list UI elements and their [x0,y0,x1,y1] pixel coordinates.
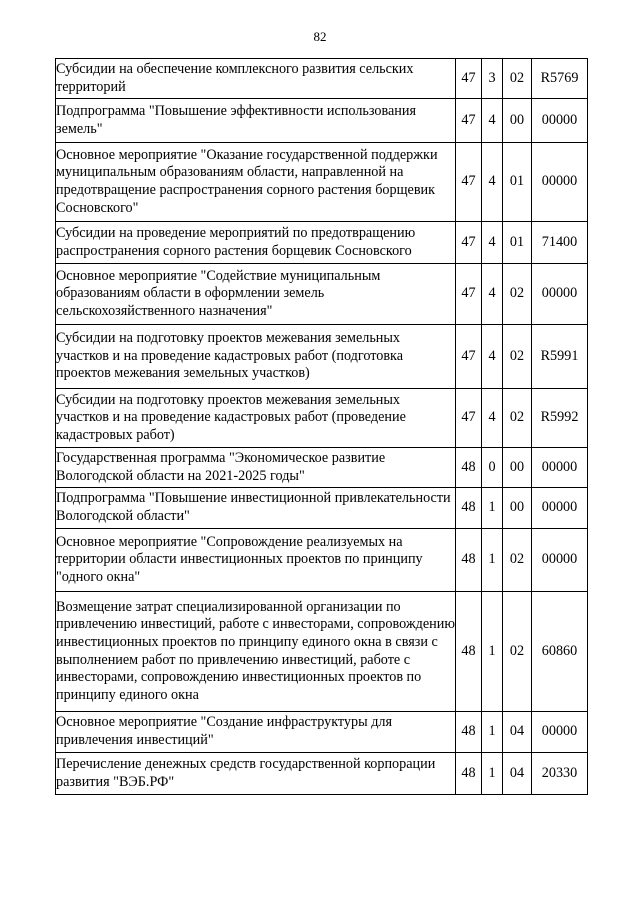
activity-code: 04 [503,753,532,795]
subprogram-code: 4 [482,264,503,325]
row-description: Основное мероприятие "Создание инфраструктуры для привлечения инвестиций" [56,712,456,753]
row-description: Субсидии на подготовку проектов межевания земельных участков и на проведение кадастровых работ (подготовка проектов межевания земельных участков) [56,325,456,389]
activity-code: 02 [503,529,532,592]
subprogram-code: 4 [482,99,503,143]
table-row [56,592,588,712]
activity-code: 04 [503,712,532,753]
subprogram-code: 1 [482,712,503,753]
table-row [56,529,588,592]
program-code: 47 [456,143,482,222]
activity-code: 00 [503,99,532,143]
subprogram-code: 1 [482,753,503,795]
subprogram-code: 3 [482,59,503,99]
program-code: 47 [456,222,482,264]
activity-code: 02 [503,389,532,448]
table-row [56,222,588,264]
program-code: 48 [456,592,482,712]
activity-code: 02 [503,592,532,712]
activity-code: 02 [503,59,532,99]
row-description: Субсидии на обеспечение комплексного развития сельских территорий [56,59,456,99]
direction-code: 00000 [532,448,588,488]
row-description: Основное мероприятие "Сопровождение реализуемых на территории области инвестиционных проектов по принципу "одного окна" [56,529,456,592]
activity-code: 01 [503,143,532,222]
subprogram-code: 4 [482,389,503,448]
direction-code: 00000 [532,488,588,529]
program-code: 47 [456,389,482,448]
direction-code: 00000 [532,529,588,592]
row-description: Подпрограмма "Повышение инвестиционной привлекательности Вологодской области" [56,488,456,529]
table-row [56,488,588,529]
table-row [56,264,588,325]
program-code: 48 [456,712,482,753]
subprogram-code: 0 [482,448,503,488]
row-description: Основное мероприятие "Содействие муниципальным образованиям области в оформлении земель сельскохозяйственного назначения" [56,264,456,325]
table-row [56,143,588,222]
table-row [56,753,588,795]
page-number: 82 [313,29,327,44]
direction-code: R5992 [532,389,588,448]
direction-code: R5991 [532,325,588,389]
activity-code: 00 [503,448,532,488]
direction-code: 00000 [532,712,588,753]
direction-code: 60860 [532,592,588,712]
table-row [56,99,588,143]
subprogram-code: 1 [482,529,503,592]
direction-code: 20330 [532,753,588,795]
subprogram-code: 4 [482,143,503,222]
program-code: 48 [456,753,482,795]
direction-code: 71400 [532,222,588,264]
program-code: 47 [456,99,482,143]
row-description: Субсидии на подготовку проектов межевания земельных участков и на проведение кадастровых работ (проведение кадастровых работ) [56,389,456,448]
table-row [56,448,588,488]
row-description: Перечисление денежных средств государственной корпорации развития "ВЭБ.РФ" [56,753,456,795]
table-row [56,59,588,99]
direction-code: 00000 [532,99,588,143]
budget-table [55,58,588,795]
table-row [56,325,588,389]
row-description: Возмещение затрат специализированной организации по привлечению инвестиций, работе с инвесторами, сопровождению инвестиционных проектов по принципу единого окна в связи с выполнением работ по привлечению инвестиций, работе с инвесторами, сопровождению инвестиционных проектов по принципу единого окна [56,592,456,712]
activity-code: 00 [503,488,532,529]
subprogram-code: 4 [482,325,503,389]
subprogram-code: 1 [482,488,503,529]
program-code: 48 [456,448,482,488]
program-code: 47 [456,59,482,99]
activity-code: 01 [503,222,532,264]
program-code: 48 [456,529,482,592]
direction-code: 00000 [532,264,588,325]
program-code: 47 [456,325,482,389]
table-row [56,389,588,448]
activity-code: 02 [503,325,532,389]
direction-code: 00000 [532,143,588,222]
activity-code: 02 [503,264,532,325]
row-description: Государственная программа "Экономическое развитие Вологодской области на 2021-2025 годы" [56,448,456,488]
row-description: Основное мероприятие "Оказание государственной поддержки муниципальным образованиям области, направленной на предотвращение распространения сорного растения борщевик Сосновского" [56,143,456,222]
table-row [56,712,588,753]
row-description: Субсидии на проведение мероприятий по предотвращению распространения сорного растения борщевик Сосновского [56,222,456,264]
subprogram-code: 1 [482,592,503,712]
row-description: Подпрограмма "Повышение эффективности использования земель" [56,99,456,143]
direction-code: R5769 [532,59,588,99]
program-code: 48 [456,488,482,529]
program-code: 47 [456,264,482,325]
subprogram-code: 4 [482,222,503,264]
